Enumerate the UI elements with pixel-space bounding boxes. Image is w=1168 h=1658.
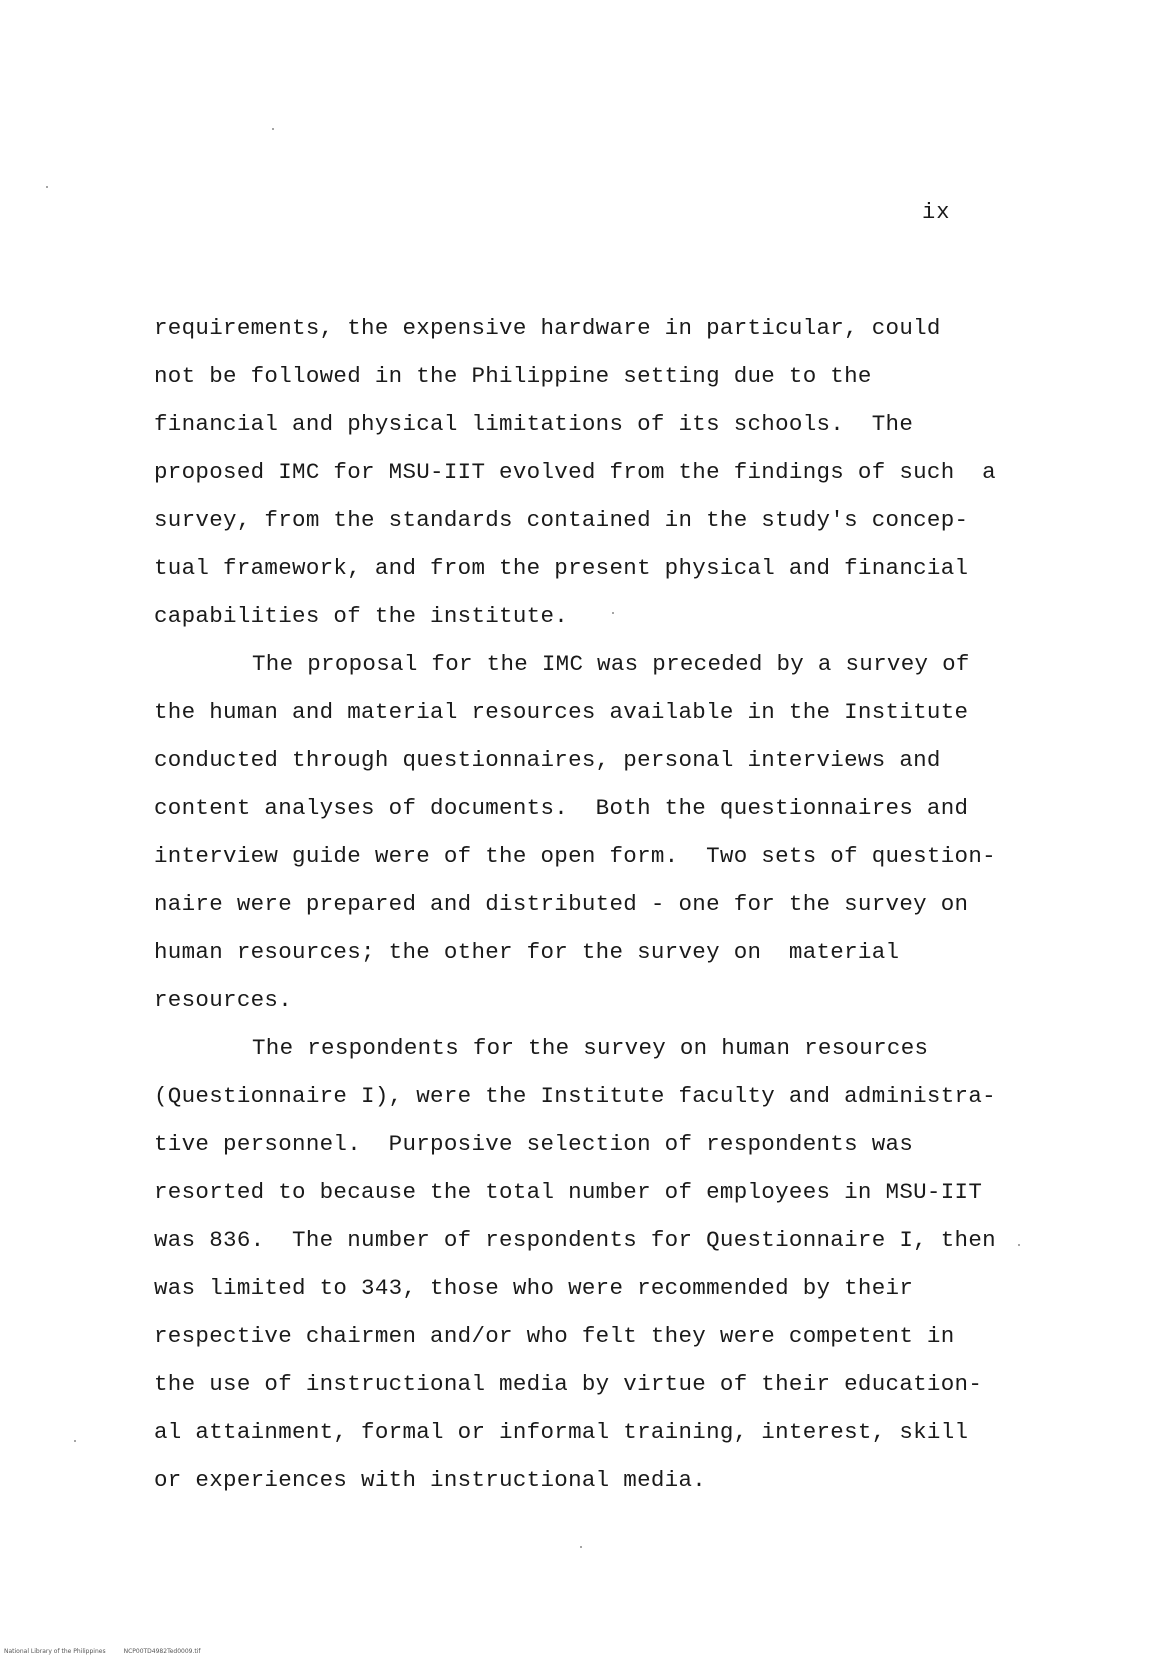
paragraph-first-line: The respondents for the survey on human resources [252, 1035, 929, 1061]
scan-speck [46, 186, 48, 188]
scan-speck [74, 1440, 76, 1442]
scan-speck [272, 128, 274, 130]
text-line: resorted to because the total number of employees in MSU-IIT [154, 1179, 983, 1205]
text-line: al attainment, formal or informal training, interest, skill [154, 1419, 969, 1445]
text-line: conducted through questionnaires, personal interviews and [154, 747, 941, 773]
text-line: or experiences with instructional media. [154, 1467, 707, 1493]
text-line: not be followed in the Philippine setting due to the [154, 363, 872, 389]
text-line: the human and material resources available in the Institute [154, 699, 969, 725]
scan-speck [580, 1546, 582, 1548]
text-line: survey, from the standards contained in the study's concep- [154, 507, 969, 533]
text-line: capabilities of the institute. [154, 603, 569, 629]
text-line: tual framework, and from the present physical and financial [154, 555, 969, 581]
scan-footer [4, 1648, 219, 1655]
text-line: respective chairmen and/or who felt they were competent in [154, 1323, 955, 1349]
paragraph-first-line: The proposal for the IMC was preceded by a survey of [252, 651, 970, 677]
text-line: proposed IMC for MSU-IIT evolved from the findings of such a [154, 459, 996, 485]
text-line: requirements, the expensive hardware in particular, could [154, 315, 941, 341]
text-line: was 836. The number of respondents for Questionnaire I, then [154, 1227, 996, 1253]
text-line: resources. [154, 987, 293, 1013]
page-number: ix [922, 200, 951, 225]
text-line: financial and physical limitations of its schools. The [154, 411, 914, 437]
text-line: the use of instructional media by virtue of their education- [154, 1371, 983, 1397]
file-id: NCP00TD4982Ted0009.tif [123, 1648, 201, 1655]
text-line: (Questionnaire I), were the Institute faculty and administra- [154, 1083, 996, 1109]
text-line: naire were prepared and distributed - one for the survey on [154, 891, 969, 917]
text-line: tive personnel. Purposive selection of respondents was [154, 1131, 914, 1157]
body-text [154, 304, 1034, 1504]
text-line: human resources; the other for the survey on material [154, 939, 900, 965]
text-line: interview guide were of the open form. Two sets of question- [154, 843, 996, 869]
text-line: was limited to 343, those who were recommended by their [154, 1275, 914, 1301]
library-name: National Library of the Philippines [4, 1648, 106, 1655]
text-line: content analyses of documents. Both the questionnaires and [154, 795, 969, 821]
